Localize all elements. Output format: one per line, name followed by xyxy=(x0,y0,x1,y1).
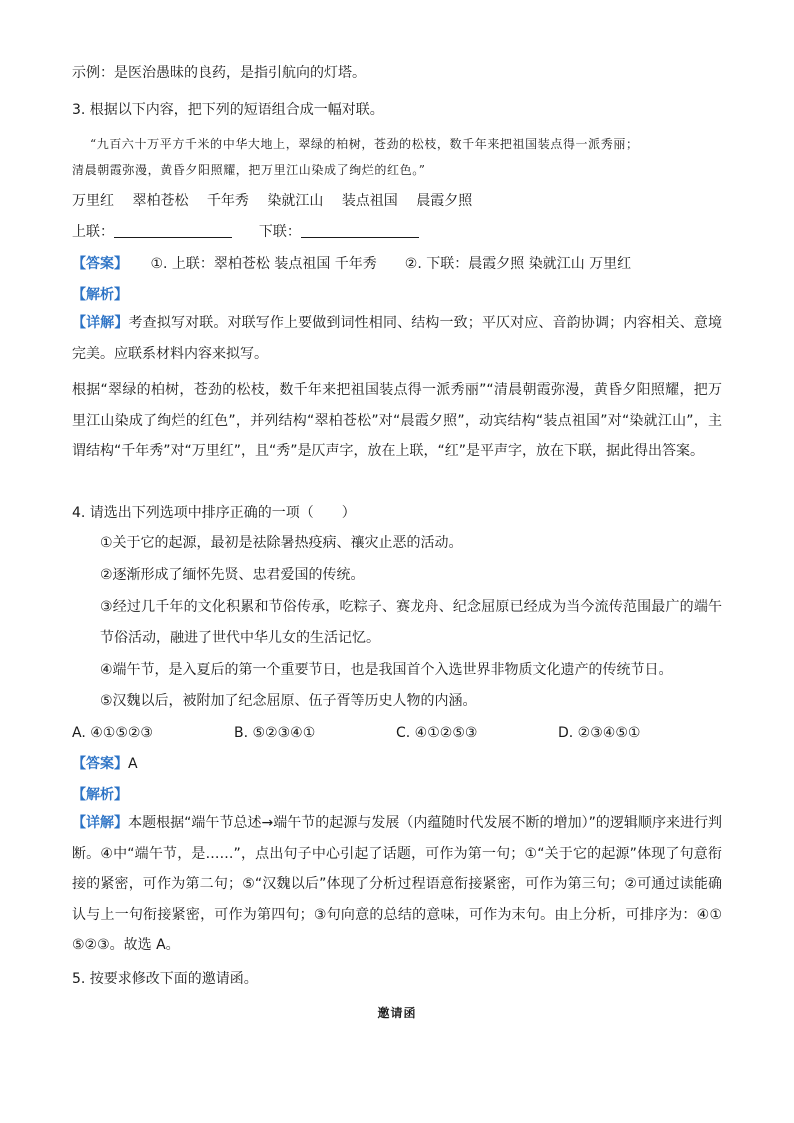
q4-detail-paragraph xyxy=(72,808,722,961)
detail-text: 本题根据“端午节总述→端午节的起源与发展（内蕴随时代发展不断的增加）”的逻辑顺序来进行判断。④中“端午节，是……”，点出句子中心引起了话题，可作为第一句；①“关于它的起源”体现了句意衔接的紧密，可作为第二句；⑤“汉魏以后”体现了分析过程语意衔接紧密，可作为第三句；②可通过读能确认与上一句衔接紧密，可作为第四句；③句向意的总结的意味，可作为末句。由上分析，可排序为：④①⑤②③。故选 A。 xyxy=(72,815,723,953)
option-b[interactable]: B. ⑤②③④① xyxy=(234,725,316,741)
q4-analysis xyxy=(72,784,128,806)
detail-tag: 【详解】 xyxy=(72,815,129,831)
q3-word: 千年秀 xyxy=(206,193,249,209)
q5-stem: 5. 按要求修改下面的邀请函。 xyxy=(72,971,258,987)
q3-word: 万里红 xyxy=(72,193,114,209)
option-c[interactable]: C. ④①②⑤③ xyxy=(396,725,478,741)
analysis-tag: 【解析】 xyxy=(72,787,128,803)
lower-couplet-blank[interactable] xyxy=(301,223,419,238)
q3-word-list xyxy=(72,190,486,212)
q3-word: 晨霞夕照 xyxy=(416,193,473,209)
upper-couplet-blank[interactable] xyxy=(114,223,232,238)
upper-couplet-label: 上联： xyxy=(72,224,114,240)
answer-text: ①. 上联：翠柏苍松 装点祖国 千年秀 ②. 下联：晨霞夕照 染就江山 万里红 xyxy=(150,256,632,272)
q4-item: ②逐渐形成了缅怀先贤、忠君爱国的传统。 xyxy=(100,567,365,583)
q3-detail-paragraph2: 根据“翠绿的柏树，苍劲的松枝，数千年来把祖国装点得一派秀丽”“清晨朝霞弥漫，黄昏夕阳照耀，把万里江山染成了绚烂的红色”，并列结构“翠柏苍松”对“晨霞夕照”，动宾结构“装点祖国”对“染就江山”，主谓结构“千年秀”对“万里红”，且“秀”是仄声字，放在上联，“红”是平声字，放在下联，据此得出答案。 xyxy=(72,382,722,459)
q4-item: ④端午节，是入夏后的第一个重要节日，也是我国首个入选世界非物质文化遗产的传统节日。 xyxy=(100,662,673,678)
detail-tag: 【详解】 xyxy=(72,315,129,331)
answer-tag: 【答案】 xyxy=(72,256,128,272)
q3-word: 装点祖国 xyxy=(341,193,398,209)
answer-value: A xyxy=(128,756,138,772)
q3-answer xyxy=(72,253,631,275)
q3-couplet-blanks xyxy=(72,221,419,243)
answer-tag: 【答案】 xyxy=(72,756,128,772)
q3-quote-line2: 清晨朝霞弥漫，黄昏夕阳照耀，把万里江山染成了绚烂的红色。” xyxy=(72,163,426,177)
q2-example: 示例：是医治愚昧的良药，是指引航向的灯塔。 xyxy=(72,65,366,81)
q4-item-long: ③经过几千年的文化积累和节俗传承，吃粽子、赛龙舟、纪念屈原已经成为当今流传范围最广的端午节俗活动，融进了世代中华儿女的生活记忆。 xyxy=(100,599,722,646)
q3-stem: 3. 根据以下内容，把下列的短语组合成一幅对联。 xyxy=(72,102,384,118)
q4-options xyxy=(72,722,720,744)
invitation-title: 邀请函 xyxy=(377,1006,417,1020)
detail-text: 考查拟写对联。对联写作上要做到词性相同、结构一致；平仄对应、音韵协调；内容相关、意境完美。应联系材料内容来拟写。 xyxy=(72,315,723,362)
q3-word: 染就江山 xyxy=(267,193,324,209)
q4-stem: 4. 请选出下列选项中排序正确的一项（ ） xyxy=(72,505,356,521)
q3-quote-line1: “九百六十万平方千米的中华大地上，翠绿的柏树，苍劲的松枝，数千年来把祖国装点得一派秀丽； xyxy=(90,137,639,151)
q4-item: ⑤汉魏以后，被附加了纪念屈原、伍子胥等历史人物的内涵。 xyxy=(100,693,477,709)
q3-analysis xyxy=(72,284,128,306)
q4-answer xyxy=(72,753,138,775)
q3-word: 翠柏苍松 xyxy=(132,193,189,209)
analysis-tag: 【解析】 xyxy=(72,287,128,303)
q3-detail-paragraph1 xyxy=(72,308,722,369)
lower-couplet-label: 下联： xyxy=(258,224,301,240)
option-a[interactable]: A. ④①⑤②③ xyxy=(72,725,153,741)
q4-item: ①关于它的起源，最初是祛除暑热疫病、禳灾止恶的活动。 xyxy=(100,535,463,551)
option-d[interactable]: D. ②③④⑤① xyxy=(558,725,641,741)
